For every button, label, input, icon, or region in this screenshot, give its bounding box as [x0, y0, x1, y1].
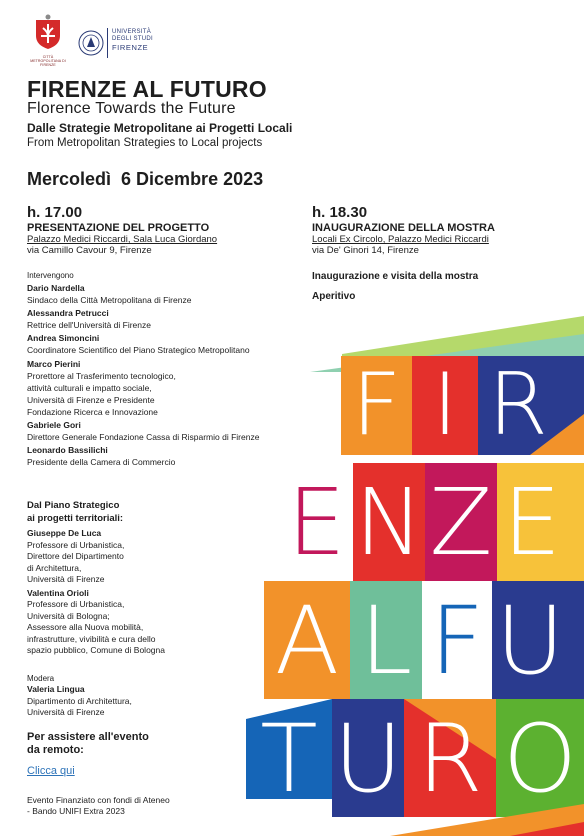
university-seal-icon — [78, 28, 104, 58]
remote-heading-line-2: da remoto: — [27, 744, 84, 756]
event-2-venue: Locali Ex Circolo, Palazzo Medici Riccardi — [312, 234, 489, 245]
event-1-heading: PRESENTAZIONE DEL PROGETTO — [27, 222, 210, 234]
speaker-name: Dario Nardella — [27, 283, 85, 293]
tile-f — [341, 356, 412, 455]
panel-speaker-role: infrastrutture, vivibilità e cura dello — [27, 633, 156, 644]
panel-speaker-name: Valentina Orioli — [27, 587, 89, 598]
event-2-heading: INAUGURAZIONE DELLA MOSTRA — [312, 222, 495, 234]
moderator-item — [27, 684, 247, 719]
panel-speaker-role: Università di Bologna; — [27, 610, 110, 621]
panel-heading-2: ai progetti territoriali: — [27, 512, 124, 524]
tile-u — [492, 581, 584, 699]
panel-speaker-role: Professore di Urbanistica, — [27, 599, 125, 609]
unifi-logo-text — [112, 29, 153, 52]
unifi-logo — [78, 28, 158, 60]
remote-access-link[interactable]: Clicca qui — [27, 765, 75, 777]
letter-t: T — [260, 705, 318, 814]
letter-f: F — [351, 355, 402, 455]
unifi-logo-divider — [107, 28, 108, 58]
tile-i — [412, 356, 478, 455]
letter-z: Z — [429, 469, 493, 576]
panel-speaker-role: Università di Firenze — [27, 574, 105, 584]
bottom-accent — [390, 786, 584, 836]
moderator-name: Valeria Lingua — [27, 684, 85, 694]
speaker-name: Alessandra Petrucci — [27, 308, 109, 318]
tile-e2 — [497, 463, 584, 581]
metro-logo — [27, 14, 69, 70]
panel-speaker-role: Professore di Urbanistica, — [27, 539, 125, 550]
metro-logo-caption: CITTÀ METROPOLITANA DI FIRENZE — [30, 55, 66, 67]
page-title: FIRENZE AL FUTURO — [27, 76, 267, 102]
letter-o: O — [503, 705, 577, 814]
moderator-role: Dipartimento di Architettura, — [27, 695, 132, 706]
event-1-time: h. 17.00 — [27, 204, 83, 221]
subtitle-english: Florence Towards the Future — [27, 100, 236, 117]
event-2-note-1: Inaugurazione e visita della mostra — [312, 271, 479, 282]
event-2-block — [312, 204, 572, 256]
event-1-venue: Palazzo Medici Riccardi, Sala Luca Giordano — [27, 234, 218, 245]
letter-r-2: R — [417, 705, 483, 814]
tile-z — [425, 463, 497, 581]
panel-speaker-name: Giuseppe De Luca — [27, 528, 102, 538]
moderator-label: Modera — [27, 674, 55, 683]
speaker-role: Coordinatore Scientifico del Piano Strategico Metropolitano — [27, 344, 250, 355]
panel-speaker-role: di Architettura, — [27, 562, 82, 573]
remote-heading-line-1: Per assistere all'evento — [27, 731, 149, 743]
unifi-line-2: DEGLI STUDI — [112, 36, 153, 43]
panel-speaker-role: spazio pubblico, Comune di Bologna — [27, 645, 165, 655]
letter-u: U — [495, 587, 565, 696]
tile-e1 — [280, 463, 353, 581]
subtitle-italian: Dalle Strategie Metropolitane ai Progetti Locali — [27, 121, 293, 135]
event-date: Mercoledì 6 Dicembre 2023 — [27, 169, 264, 189]
speaker-role: Fondazione Ricerca e Innovazione — [27, 407, 158, 417]
panel-block — [27, 500, 247, 657]
speaker-name: Gabriele Gori — [27, 420, 81, 430]
letter-n: N — [354, 469, 424, 576]
funding-line-1: Evento Finanziato con fondi di Ateneo — [27, 795, 170, 805]
event-2-address: via De' Ginori 14, Firenze — [312, 245, 419, 256]
tile-n — [353, 463, 425, 581]
unifi-line-3: FIRENZE — [112, 43, 149, 53]
unifi-line-1: UNIVERSITÀ — [112, 29, 152, 35]
tile-t — [246, 699, 332, 814]
corner-accent — [530, 414, 584, 455]
firenze-al-futuro-graphic — [240, 316, 584, 836]
moderator-role: Università di Firenze — [27, 707, 105, 717]
event-1-block — [27, 204, 317, 256]
speaker-role: Università di Firenze e Presidente — [27, 395, 155, 405]
event-1-address: via Camillo Cavour 9, Firenze — [27, 245, 152, 256]
funding-note — [27, 795, 170, 817]
panel-heading-1: Dal Piano Strategico — [27, 500, 120, 511]
letter-r: R — [488, 355, 548, 455]
letter-a: A — [274, 587, 340, 696]
tile-f2 — [422, 581, 492, 699]
speaker-role: attività culturali e impatto sociale, — [27, 383, 152, 393]
speaker-role: Sindaco della Città Metropolitana di Firenze — [27, 294, 192, 305]
panel-speaker-item — [27, 528, 247, 586]
funding-line-2: - Bando UNIFI Extra 2023 — [27, 806, 125, 816]
letter-i: I — [432, 355, 458, 455]
letter-f-2: F — [429, 587, 485, 696]
speaker-role: Rettrice dell'Università di Firenze — [27, 319, 151, 330]
tile-a — [264, 581, 350, 699]
letter-e-1: E — [287, 469, 346, 576]
speaker-item — [27, 283, 327, 306]
remote-heading — [27, 731, 149, 757]
speaker-role: Presidente della Camera di Commercio — [27, 456, 176, 467]
event-2-time: h. 18.30 — [312, 204, 368, 221]
panel-speaker-item — [27, 588, 247, 657]
panel-speaker-role: Direttore del Dipartimento — [27, 551, 124, 561]
panel-speaker-role: Assessore alla Nuova mobilità, — [27, 622, 144, 632]
subtitle-english-secondary: From Metropolitan Strategies to Local projects — [27, 137, 263, 149]
speakers-label: Intervengono — [27, 271, 74, 280]
speaker-name: Andrea Simoncini — [27, 333, 100, 343]
letter-l: L — [359, 587, 413, 696]
event-2-note-2: Aperitivo — [312, 291, 356, 302]
letter-e-2: E — [502, 469, 562, 576]
florence-lily-icon — [33, 14, 63, 50]
speaker-role: Direttore Generale Fondazione Cassa di Risparmio di Firenze — [27, 431, 260, 442]
letter-u-2: U — [333, 705, 403, 814]
tile-l — [350, 581, 422, 699]
speaker-name: Leonardo Bassilichi — [27, 445, 108, 455]
speaker-name: Marco Pierini — [27, 359, 81, 369]
speaker-role: Prorettore al Trasferimento tecnologico, — [27, 371, 176, 381]
